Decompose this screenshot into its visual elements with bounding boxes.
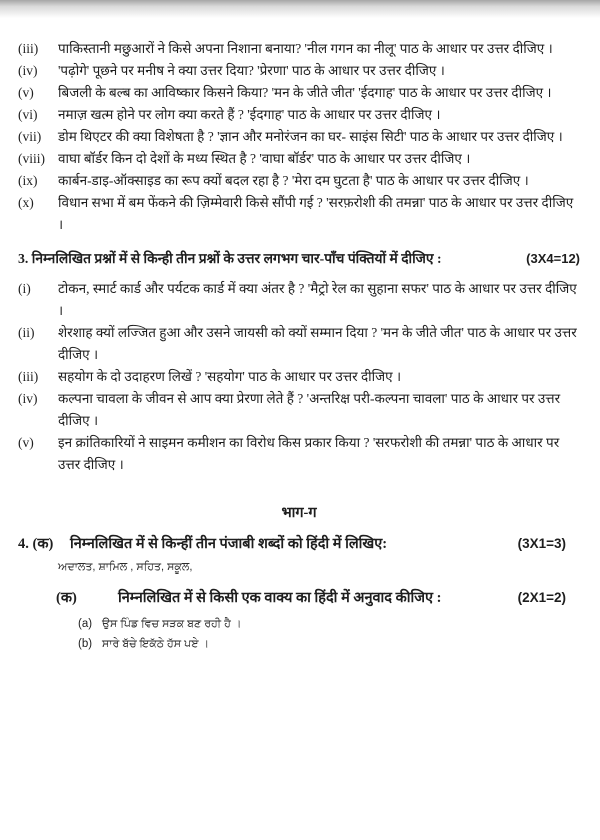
question-text: सहयोग के दो उदाहरण लिखें ? 'सहयोग' पाठ के आधार पर उत्तर दीजिए ।: [58, 369, 402, 384]
question-text: कार्बन-डाइ-ऑक्साइड का रूप क्यों बदल रहा है ? 'मेरा दम घुटता है' पाठ के आधार पर उत्तर दीजिए ।: [58, 173, 529, 188]
question-label: (v): [18, 435, 34, 450]
question-item: [18, 322, 580, 366]
question-item: [18, 432, 580, 476]
question-label: (iv): [18, 63, 38, 78]
question-text: 'पढ़ोगे' पूछने पर मनीष ने क्या उत्तर दिया? 'प्रेरणा' पाठ के आधार पर उत्तर दीजिए ।: [58, 63, 445, 78]
question-label: (iii): [18, 369, 39, 384]
question2-list: [18, 38, 580, 236]
question4b-label: (क): [56, 590, 77, 606]
question-text: नमाज़ खत्म होने पर लोग क्या करते हैं ? 'ईदगाह' पाठ के आधार पर उत्तर दीजिए ।: [58, 107, 441, 122]
question-item: [18, 38, 580, 60]
question4b-marks: (2X1=2): [517, 590, 566, 605]
punjabi-words: ਅਦਾਲਤ, ਸ਼ਾਮਿਲ , ਸਹਿਤ, ਸਕੂਲ,: [58, 561, 193, 573]
page-top-edge: [0, 0, 600, 18]
question-text: वाघा बॉर्डर किन दो देशों के मध्य स्थित है ? 'वाघा बॉर्डर' पाठ के आधार पर उत्तर दीजिए ।: [58, 151, 471, 166]
question-item: [18, 170, 580, 192]
question-item: [18, 278, 580, 322]
question-label: (vii): [18, 129, 42, 144]
question-label: (ix): [18, 173, 38, 188]
question4b-option: [78, 614, 580, 634]
question-item: [18, 366, 580, 388]
exam-paper-page: [0, 18, 600, 654]
question4b-row: [18, 586, 580, 610]
question-text: विधान सभा में बम फेंकने की ज़िम्मेवारी किसे सौंपी गई ? 'सरफ़रोशी की तमन्ना' पाठ के आधार पर उत्तर दीजिए ।: [58, 195, 574, 232]
option-label: (b): [78, 638, 93, 650]
option-label: (a): [78, 618, 93, 630]
question-item: [18, 126, 580, 148]
question-item: [18, 60, 580, 82]
question-item: [18, 388, 580, 432]
option-text: ਸਾਰੇ ਬੱਚੇ ਇਕੱਠੇ ਹੱਸ ਪਏ ।: [102, 638, 210, 650]
question3-heading: 3. निम्नलिखित प्रश्नों में से किन्ही तीन प्रश्नों के उत्तर लगभग चार-पाँच पंक्तियों में दीजिए :: [18, 251, 442, 266]
question-item: [18, 82, 580, 104]
question3-heading-row: [18, 248, 580, 270]
part-heading: भाग-ग: [281, 505, 317, 521]
question-text: पाकिस्तानी मछुआरों ने किसे अपना निशाना बनाया? 'नील गगन का नीलू' पाठ के आधार पर उत्तर दीजिए ।: [58, 41, 553, 56]
question4b-options: [18, 614, 580, 654]
question-label: (i): [18, 281, 31, 296]
question-label: (ii): [18, 325, 35, 340]
question-label: (viii): [18, 151, 45, 166]
option-text: ਉਸ ਪਿੰਡ ਵਿਚ ਸੜਕ ਬਣ ਰਹੀ ਹੈ ।: [102, 618, 242, 630]
question3-marks: (3X4=12): [526, 251, 580, 266]
question4a-label: 4. (क): [18, 536, 54, 552]
question4a-row: [18, 532, 580, 556]
question-item: [18, 104, 580, 126]
question-item: [18, 192, 580, 236]
question-label: (vi): [18, 107, 38, 122]
question4b-option: [78, 634, 580, 654]
question4b-text: निम्नलिखित में से किसी एक वाक्य का हिंदी में अनुवाद कीजिए :: [118, 590, 442, 606]
question-label: (x): [18, 195, 34, 210]
question-text: इन क्रांतिकारियों ने साइमन कमीशन का विरोध किस प्रकार किया ? 'सरफरोशी की तमन्ना' पाठ के आधार पर उत्तर दीजिए ।: [58, 435, 560, 472]
question-label: (iii): [18, 41, 39, 56]
question-text: टोकन, स्मार्ट कार्ड और पर्यटक कार्ड में क्या अंतर है ? 'मैट्रो रेल का सुहाना सफर' पाठ के आधार पर उत्तर दीजिए ।: [58, 281, 577, 318]
question-text: शेरशाह क्यों लज्जित हुआ और उसने जायसी को क्यों सम्मान दिया ? 'मन के जीते जीत' पाठ के आधार पर उत्तर दीजिए ।: [58, 325, 577, 362]
question4a-marks: (3X1=3): [517, 536, 566, 551]
question-item: [18, 148, 580, 170]
question-text: कल्पना चावला के जीवन से आप क्या प्रेरणा लेते हैं ? 'अन्तरिक्ष परी-कल्पना चावला' पाठ के आधार पर उत्तर दीजिए ।: [58, 391, 561, 428]
question3-list: [18, 278, 580, 476]
question-text: बिजली के बल्ब का आविष्कार किसने किया? 'मन के जीते जीत' 'ईदगाह' पाठ के आधार पर उत्तर दीजिए ।: [58, 85, 552, 100]
question-label: (iv): [18, 391, 38, 406]
question-text: डोम थिएटर की क्या विशेषता है ? 'ज्ञान और मनोरंजन का घर- साइंस सिटी' पाठ के आधार पर उत्तर दीजिए ।: [58, 129, 563, 144]
question-label: (v): [18, 85, 34, 100]
question4a-text: निम्नलिखित में से किन्हीं तीन पंजाबी शब्दों को हिंदी में लिखिए:: [70, 536, 388, 552]
